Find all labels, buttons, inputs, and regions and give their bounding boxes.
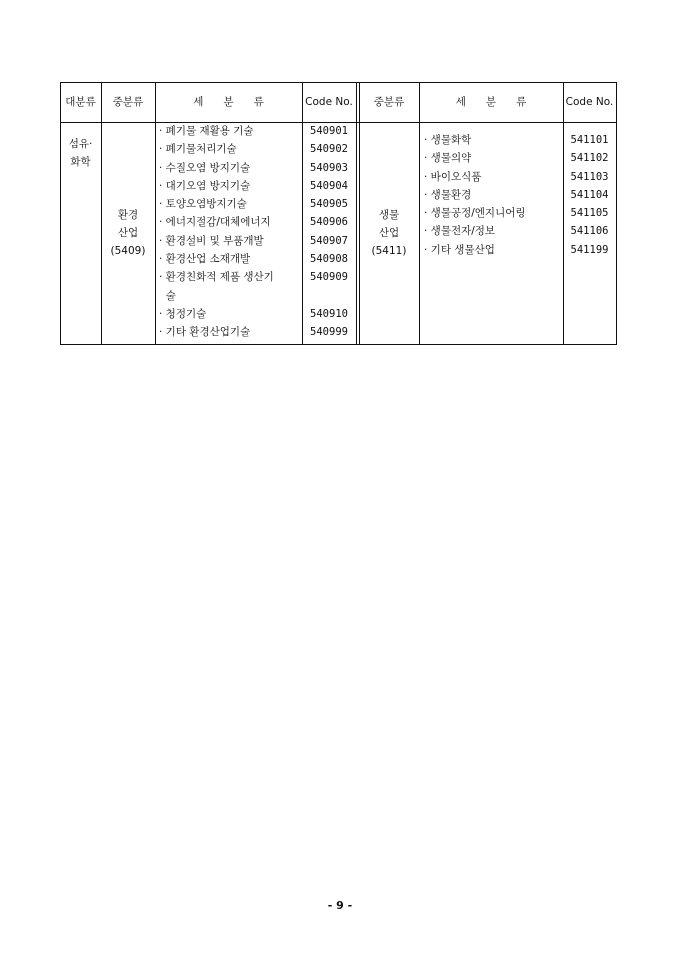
code-list-left [302,122,356,342]
code-cell: 540908 [310,253,348,266]
list-item: · 폐기물처리기술 [159,143,237,156]
list-item: 술 [159,289,176,302]
table-bottom-border [60,344,617,345]
code-cell: 540901 [310,125,348,137]
list-item: · 폐기물 재활용 기술 [159,125,254,137]
detail-list-right [424,131,562,259]
code-cell: 540904 [310,179,348,192]
mid-category-right-code: (5411) [371,245,407,257]
list-item: · 대기오염 방지기술 [159,179,251,192]
list-item: · 기타 생물산업 [424,243,495,256]
header-mid-left: 중분류 [112,96,144,108]
list-item: · 생물전자/정보 [424,225,496,238]
list-item: · 토양오염방지기술 [159,198,247,211]
header-major: 대분류 [65,96,96,108]
code-cell: 541105 [570,207,609,220]
list-item: · 청정기술 [159,307,207,320]
code-cell: 540910 [310,307,348,320]
code-cell: 541104 [570,188,609,201]
list-item: · 생물화학 [424,134,472,146]
header-code-right: Code No. [565,96,614,108]
list-item: · 수질오염 방지기술 [159,161,251,174]
code-cell: 540909 [310,271,348,284]
code-cell: 540907 [310,234,348,247]
code-cell: 541106 [570,225,609,238]
code-cell: 540906 [310,216,348,229]
mid-category-left-code: (5409) [110,245,146,257]
header-code-left: Code No. [305,96,353,108]
classification-table [60,82,617,345]
list-item: · 바이오식품 [424,170,482,183]
major-category-line2: 화학 [70,156,91,168]
list-item: · 생물환경 [424,188,472,201]
mid-category-right-line1: 생물 [378,209,400,221]
list-item: · 생물의약 [424,152,472,165]
code-cell: 540903 [310,161,348,174]
list-item: · 에너지절감/대체에너지 [159,216,271,229]
code-cell: 541103 [570,170,609,183]
code-cell: 540905 [310,198,348,211]
header-detail-right: 세 분 류 [455,96,527,108]
code-cell: 541199 [570,243,609,256]
mid-category-right-line2: 산업 [378,227,400,239]
header-detail-left: 세 분 류 [193,96,264,108]
mid-category-left-line1: 환경 [117,209,139,221]
code-list-right [563,131,616,259]
code-cell: 541102 [570,152,609,165]
list-item: · 환경친화적 제품 생산기 [159,271,274,284]
list-item: · 기타 환경산업기술 [159,326,251,339]
col-border-4a [356,82,357,345]
page-number: - 9 - [327,899,353,912]
detail-list-left [159,122,301,342]
code-cell: 540902 [310,143,348,156]
list-item: · 환경산업 소재개발 [159,253,251,266]
col-border-7 [616,82,617,345]
list-item: · 환경설비 및 부품개발 [159,234,264,247]
code-cell: 541101 [570,134,609,146]
major-category-line1: 섬유· [68,138,93,150]
list-item: · 생물공정/엔지니어링 [424,207,526,220]
code-cell: 540999 [310,326,348,339]
code-cell [302,287,356,305]
header-mid-right: 중분류 [373,96,405,108]
mid-category-left-line2: 산업 [117,227,139,239]
